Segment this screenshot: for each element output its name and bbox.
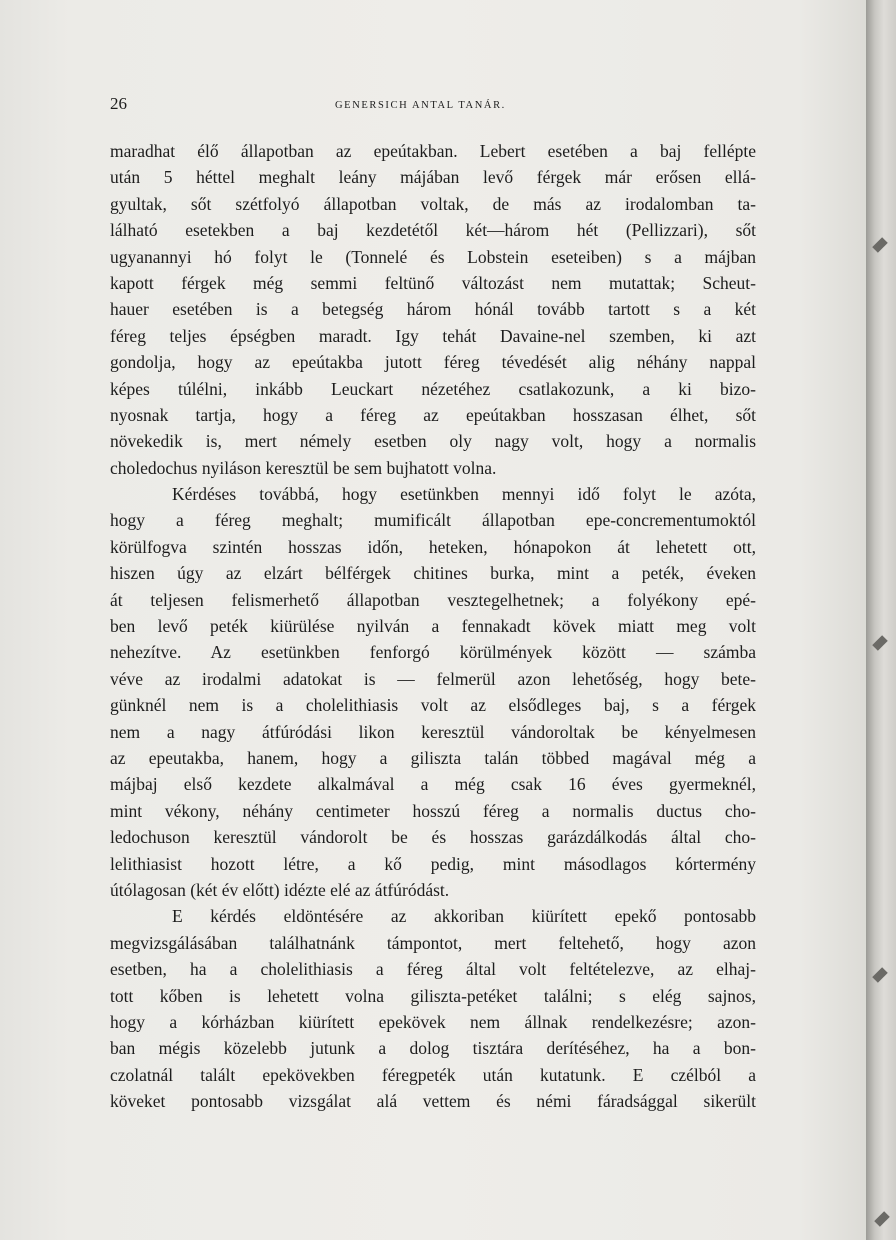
text-line: kapott férgek még semmi feltünő változást nem mutattak; Scheut- xyxy=(110,272,756,293)
edge-mark xyxy=(872,237,888,253)
text-line: hauer esetében is a betegség három hónál tovább tartott s a két xyxy=(110,299,756,320)
text-line: ban mégis közelebb jutunk a dolog tisztára derítéséhez, ha a bon- xyxy=(110,1038,756,1059)
text-line: ugyanannyi hó folyt le (Tonnelé és Lobstein eseteiben) s a májban xyxy=(110,246,756,267)
text-line: ben levő peték kiürülése nyilván a fennakadt kövek miatt meg volt xyxy=(110,616,756,637)
text-line: nyosnak tartja, hogy a féreg az epeútakban hosszasan élhet, sőt xyxy=(110,404,756,425)
text-line: után 5 héttel meghalt leány májában levő férgek már erősen ellá- xyxy=(110,167,756,188)
running-head: GENERSICH ANTAL TANÁR. xyxy=(335,100,506,111)
text-line: choledochus nyiláson keresztül be sem bujhatott volna. xyxy=(110,457,497,478)
text-line: útólagosan (két év előtt) idézte elé az átfúródást. xyxy=(110,879,450,900)
page-number: 26 xyxy=(110,94,127,113)
text-line: hogy a féreg meghalt; mumificált állapotban epe-concrementumoktól xyxy=(110,510,756,531)
text-line: mint vékony, néhány centimeter hosszú féreg a normalis ductus cho- xyxy=(110,800,756,821)
text-line: esetben, ha a cholelithiasis a féreg által volt feltételezve, az elhaj- xyxy=(110,959,756,980)
text-line: maradhat élő állapotban az epeútakban. Lebert esetében a baj fellépte xyxy=(110,141,756,161)
text-line: lálható esetekben a baj kezdetétől két—három hét (Pellizzari), sőt xyxy=(110,220,756,241)
text-line: czolatnál talált epekövekben féregpeték után kutatunk. E czélból a xyxy=(110,1064,756,1085)
text-line: nem a nagy átfúródási likon keresztül vándoroltak be kényelmesen xyxy=(110,721,756,742)
text-line: növekedik is, mert némely esetben oly nagy volt, hogy a normalis xyxy=(110,431,756,452)
text-line: az epeutakba, hanem, hogy a giliszta talán többed magával még a xyxy=(110,747,756,768)
text-line: lelithiasist hozott létre, a kő pedig, mint másodlagos kórtermény xyxy=(110,853,756,874)
text-line: megvizsgálásában találhatnánk támpontot, mert feltehető, hogy azon xyxy=(110,932,756,953)
text-line: májbaj első kezdete alkalmával a még csak 16 éves gyermeknél, xyxy=(110,774,756,795)
edge-mark xyxy=(872,967,888,983)
text-line: gyultak, sőt szétfolyó állapotban voltak, de más az irodalomban ta- xyxy=(110,193,756,214)
text-line: E kérdés eldöntésére az akkoriban kiürített epekő pontosabb xyxy=(172,906,756,927)
text-line: képes túlélni, inkább Leuckart nézetéhez csatlakozunk, a ki bizo- xyxy=(110,378,756,399)
text-line: át teljesen felismerhető állapotban vesztegelhetnek; a folyékony epé- xyxy=(110,589,756,610)
text-line: véve az irodalmi adatokat is — felmerül azon lehetőség, hogy bete- xyxy=(110,668,756,689)
text-line: gondolja, hogy az epeútakba jutott féreg tévedését alig néhány nappal xyxy=(110,352,756,373)
text-line: hogy a kórházban kiürített epekövek nem állnak rendelkezésre; azon- xyxy=(110,1011,756,1032)
text-line: günknél nem is a cholelithiasis volt az elsődleges baj, s a férgek xyxy=(110,695,756,716)
text-line: köveket pontosabb vizsgálat alá vettem és némi fáradsággal sikerült xyxy=(110,1091,756,1112)
body-text xyxy=(110,138,756,1114)
page-header xyxy=(110,94,756,118)
text-line: Kérdéses továbbá, hogy esetünkben mennyi idő folyt le azóta, xyxy=(172,484,756,505)
text-line: hiszen úgy az elzárt bélférgek chitines burka, mint a peték, éveken xyxy=(110,563,756,584)
edge-mark xyxy=(872,635,888,651)
text-line: féreg teljes épségben maradt. Igy tehát Davaine-nel szemben, ki azt xyxy=(110,325,756,346)
text-line: körülfogva szintén hosszas időn, heteken, hónapokon át lehetett ott, xyxy=(110,536,756,557)
book-spine-edge xyxy=(866,0,896,1240)
edge-mark xyxy=(874,1211,890,1227)
text-line: nehezítve. Az esetünkben fenforgó körülmények között — számba xyxy=(110,642,756,663)
text-line: tott kőben is lehetett volna giliszta-petéket találni; s elég sajnos, xyxy=(110,985,756,1006)
text-line: ledochuson keresztül vándorolt be és hosszas garázdálkodás által cho- xyxy=(110,827,756,848)
